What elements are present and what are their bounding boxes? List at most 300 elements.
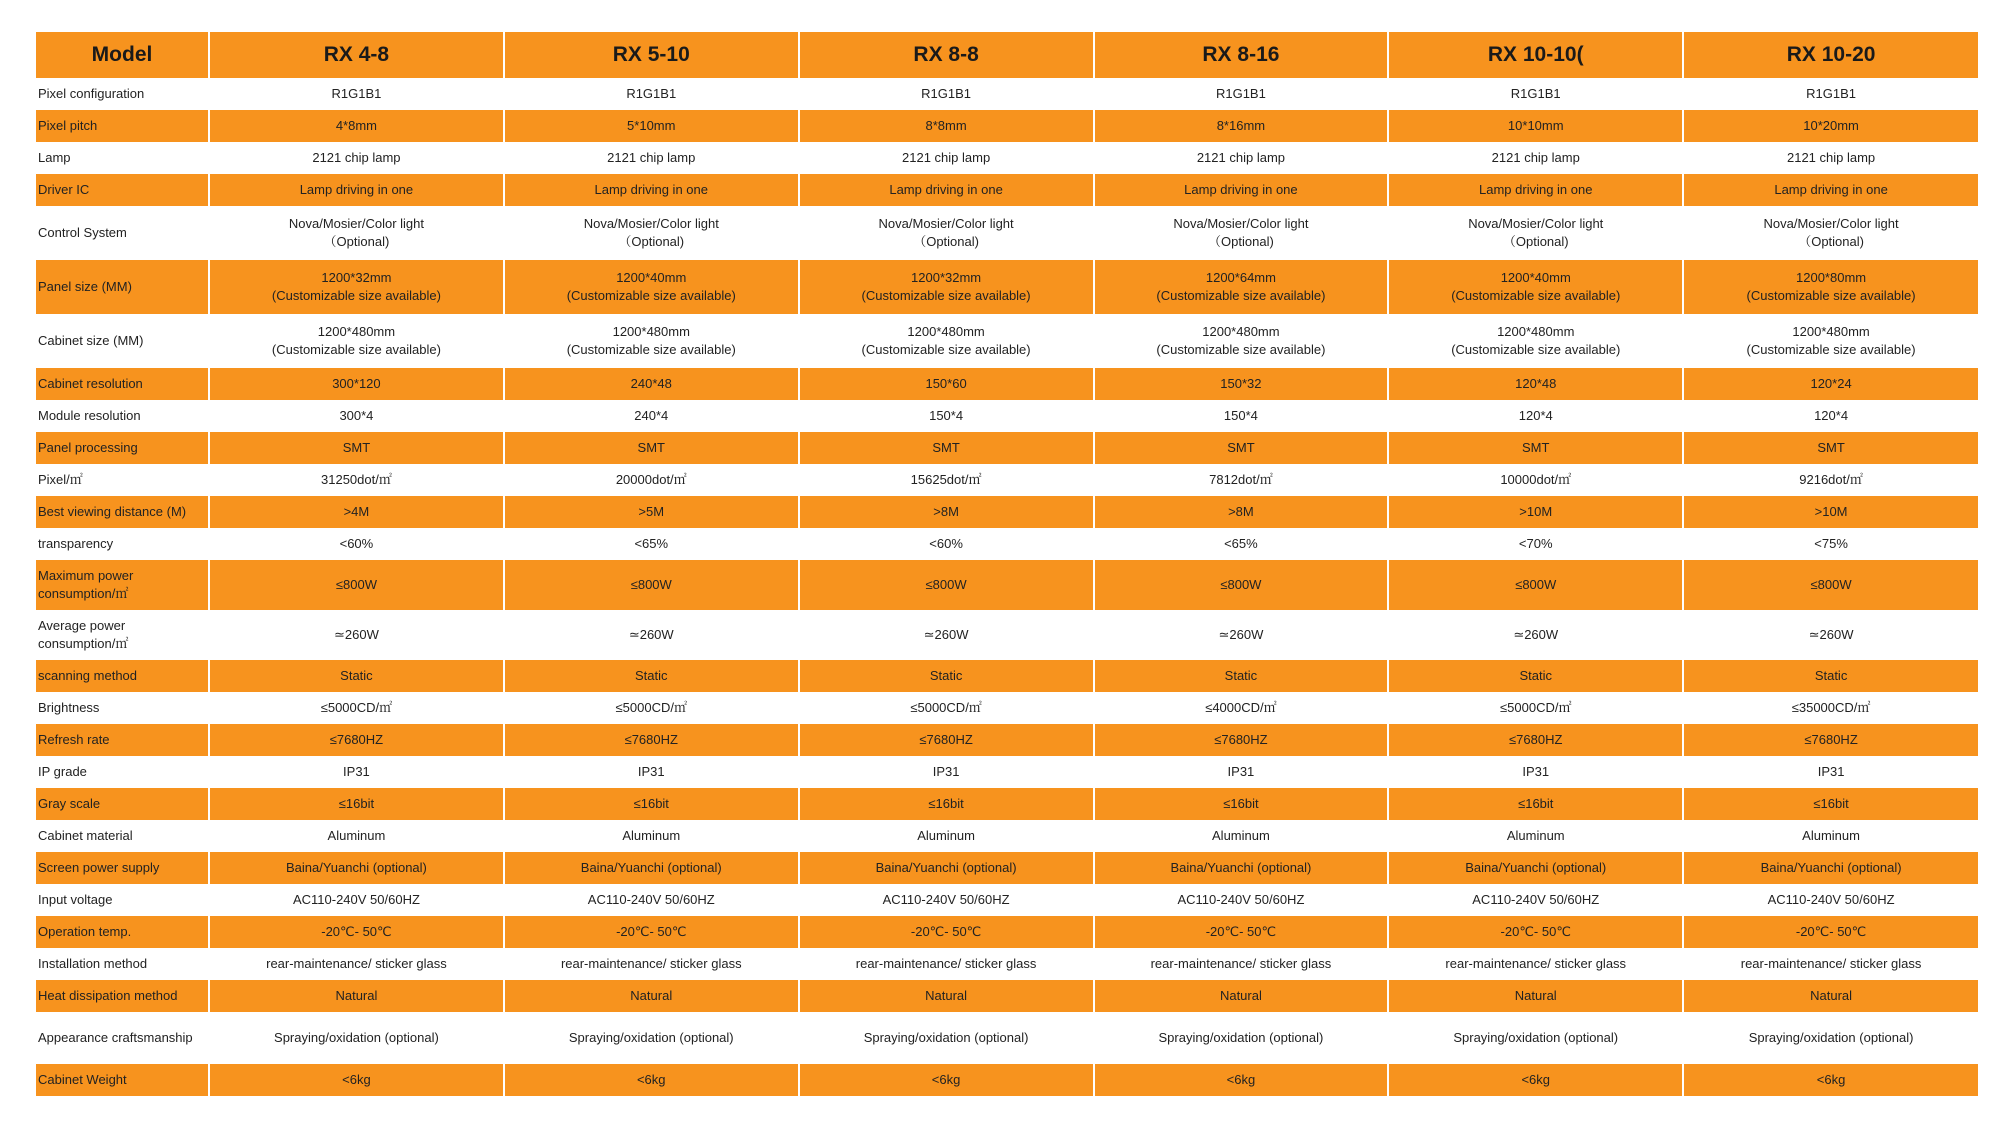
spec-value: ≃260W [923, 627, 969, 642]
spec-cell [1388, 432, 1683, 464]
spec-value-line2: (Customizable size available) [271, 342, 441, 357]
spec-cell [1094, 1064, 1389, 1096]
spec-cell [1683, 260, 1978, 314]
spec-value: Aluminum [1506, 828, 1565, 843]
spec-value: -20℃- 50℃ [321, 924, 392, 939]
spec-value: Natural [925, 988, 968, 1003]
spec-value: AC110-240V 50/60HZ [1767, 892, 1895, 907]
spec-value-line2: (Customizable size available) [1451, 288, 1621, 303]
spec-cell [799, 884, 1094, 916]
spec-value: <65% [634, 536, 669, 551]
spec-value: SMT [932, 440, 960, 455]
spec-label [36, 260, 209, 314]
spec-value: R1G1B1 [626, 86, 677, 101]
spec-value: Lamp driving in one [1774, 182, 1888, 197]
spec-value: ≤7680HZ [1509, 732, 1563, 747]
spec-cell [1388, 528, 1683, 560]
spec-label [36, 692, 209, 724]
spec-cell [1683, 692, 1978, 724]
spec-cell [209, 110, 504, 142]
spec-row [36, 756, 1978, 788]
spec-value: ≤16bit [338, 796, 375, 811]
spec-value: 5*10mm [627, 118, 676, 133]
spec-value-line2: （Optional) [618, 234, 685, 249]
spec-value: R1G1B1 [1806, 86, 1857, 101]
spec-cell [504, 788, 799, 820]
spec-row [36, 142, 1978, 174]
spec-cell [1683, 206, 1978, 260]
spec-cell [504, 820, 799, 852]
spec-value: Aluminum [622, 828, 681, 843]
spec-label [36, 174, 209, 206]
spec-cell [209, 756, 504, 788]
spec-value: Natural [630, 988, 673, 1003]
spec-label [36, 400, 209, 432]
spec-value-line2: (Customizable size available) [1746, 342, 1916, 357]
spec-value: Baina/Yuanchi (optional) [1760, 860, 1902, 875]
spec-label [36, 78, 209, 110]
spec-label-text-line2: consumption/㎡ [38, 586, 129, 601]
spec-cell [209, 820, 504, 852]
spec-value: >8M [1228, 504, 1254, 519]
spec-value: 1200*480mm [907, 324, 985, 339]
spec-row [36, 852, 1978, 884]
spec-cell [1094, 820, 1389, 852]
spec-row [36, 980, 1978, 1012]
spec-cell [1683, 314, 1978, 368]
spec-cell [504, 432, 799, 464]
spec-cell [799, 1012, 1094, 1064]
spec-value: Nova/Mosier/Color light [1763, 216, 1899, 231]
spec-value: Lamp driving in one [594, 182, 708, 197]
header-row [36, 32, 1978, 78]
spec-label-text: Module resolution [38, 408, 141, 423]
spec-cell [1094, 110, 1389, 142]
spec-value: 9216dot/㎡ [1799, 472, 1863, 487]
spec-cell [504, 916, 799, 948]
spec-value-line2: (Customizable size available) [566, 288, 736, 303]
spec-value: 1200*480mm [1497, 324, 1575, 339]
spec-label [36, 948, 209, 980]
spec-cell [504, 400, 799, 432]
spec-cell [1388, 1012, 1683, 1064]
spec-value-line2: （Optional) [323, 234, 390, 249]
spec-value: ≃260W [1808, 627, 1854, 642]
spec-row [36, 260, 1978, 314]
spec-cell [799, 1064, 1094, 1096]
spec-value: 1200*32mm [911, 270, 982, 285]
spec-cell [209, 692, 504, 724]
spec-value: <75% [1814, 536, 1848, 551]
spec-label [36, 756, 209, 788]
spec-cell [504, 660, 799, 692]
spec-value: Aluminum [1802, 828, 1860, 843]
spec-cell [1683, 368, 1978, 400]
spec-value: Baina/Yuanchi (optional) [580, 860, 722, 875]
spec-row [36, 916, 1978, 948]
spec-value: ≤16bit [1813, 796, 1849, 811]
spec-label [36, 464, 209, 496]
spec-cell [209, 980, 504, 1012]
spec-cell [1094, 756, 1389, 788]
spec-value: Spraying/oxidation (optional) [1158, 1030, 1324, 1045]
spec-cell [209, 142, 504, 174]
spec-value: ≤800W [1220, 577, 1262, 592]
spec-value-line2: (Customizable size available) [1746, 288, 1916, 303]
spec-label-text: Panel size (MM) [38, 279, 132, 294]
spec-label [36, 496, 209, 528]
spec-row [36, 110, 1978, 142]
spec-value: <60% [929, 536, 963, 551]
spec-value: Nova/Mosier/Color light [288, 216, 424, 231]
spec-cell [1388, 756, 1683, 788]
spec-label-text: Refresh rate [38, 732, 110, 747]
spec-label-text-line2: consumption/㎡ [38, 636, 129, 651]
spec-cell [1094, 788, 1389, 820]
spec-cell [1388, 724, 1683, 756]
spec-cell [799, 110, 1094, 142]
spec-body [36, 78, 1978, 1096]
spec-cell [504, 528, 799, 560]
spec-cell [799, 660, 1094, 692]
spec-cell [504, 260, 799, 314]
spec-value: Spraying/oxidation (optional) [568, 1030, 734, 1045]
spec-cell [209, 1064, 504, 1096]
spec-value: ≤7680HZ [329, 732, 384, 747]
spec-row [36, 788, 1978, 820]
spec-value: Aluminum [327, 828, 386, 843]
spec-cell [1683, 788, 1978, 820]
spec-cell [504, 852, 799, 884]
spec-value: <70% [1518, 536, 1553, 551]
spec-value: >4M [343, 504, 370, 519]
spec-label-text: Control System [38, 225, 127, 240]
spec-cell [1094, 464, 1389, 496]
spec-cell [209, 206, 504, 260]
spec-label-text: Panel processing [38, 440, 138, 455]
spec-value: 240*4 [634, 408, 669, 423]
spec-cell [1683, 1064, 1978, 1096]
spec-cell [209, 260, 504, 314]
spec-value: 8*16mm [1216, 118, 1266, 133]
spec-value: Nova/Mosier/Color light [878, 216, 1014, 231]
spec-value: 1200*480mm [317, 324, 396, 339]
spec-value: rear-maintenance/ sticker glass [1445, 956, 1627, 971]
spec-value: Static [340, 668, 373, 683]
spec-table [36, 32, 1978, 1096]
spec-cell [1094, 174, 1389, 206]
spec-label [36, 916, 209, 948]
spec-label [36, 852, 209, 884]
spec-label-text: Screen power supply [38, 860, 160, 875]
spec-cell [504, 884, 799, 916]
spec-value: <60% [339, 536, 374, 551]
spec-cell [1094, 432, 1389, 464]
spec-value: 2121 chip lamp [607, 150, 696, 165]
spec-value: 1200*480mm [1202, 324, 1280, 339]
spec-value: SMT [342, 440, 371, 455]
spec-value: ≤7680HZ [1804, 732, 1858, 747]
spec-value: R1G1B1 [1215, 86, 1266, 101]
spec-cell [209, 314, 504, 368]
spec-row [36, 368, 1978, 400]
spec-value: rear-maintenance/ sticker glass [1150, 956, 1332, 971]
spec-cell [1388, 1064, 1683, 1096]
spec-value: Static [635, 668, 668, 683]
spec-cell [1094, 560, 1389, 610]
spec-value: Natural [335, 988, 378, 1003]
spec-label [36, 660, 209, 692]
spec-value: ≤800W [925, 577, 967, 592]
spec-cell [1094, 884, 1389, 916]
spec-cell [799, 142, 1094, 174]
spec-label-text: Gray scale [38, 796, 101, 811]
spec-cell [1094, 852, 1389, 884]
spec-cell [504, 980, 799, 1012]
spec-value: IP31 [932, 764, 960, 779]
spec-label-text: Cabinet material [38, 828, 133, 843]
spec-label [36, 1012, 209, 1064]
spec-value: 31250dot/㎡ [321, 472, 392, 487]
spec-value: Static [929, 668, 963, 683]
spec-value: -20℃- 50℃ [616, 924, 687, 939]
spec-row [36, 1064, 1978, 1096]
spec-value: Baina/Yuanchi (optional) [1170, 860, 1312, 875]
spec-cell [799, 852, 1094, 884]
spec-value: Spraying/oxidation (optional) [1748, 1030, 1914, 1045]
spec-label [36, 110, 209, 142]
spec-value: IP31 [637, 764, 665, 779]
spec-cell [1094, 260, 1389, 314]
spec-value: 4*8mm [335, 118, 378, 133]
model-header-label: Model [36, 32, 209, 78]
spec-label [36, 314, 209, 368]
spec-cell [209, 78, 504, 110]
spec-cell [799, 400, 1094, 432]
spec-cell [1683, 916, 1978, 948]
spec-value: 1200*32mm [321, 270, 392, 285]
spec-label-text: transparency [38, 536, 114, 551]
spec-label-text: IP grade [38, 764, 87, 779]
spec-value: ≃260W [628, 627, 674, 642]
spec-cell [799, 206, 1094, 260]
spec-value: ≤800W [1810, 577, 1852, 592]
spec-row [36, 660, 1978, 692]
model-header: RX 10-20 [1683, 32, 1978, 78]
spec-label-text: Input voltage [38, 892, 113, 907]
spec-value: -20℃- 50℃ [1795, 924, 1867, 939]
spec-value: 10*10mm [1507, 118, 1564, 133]
spec-cell [799, 560, 1094, 610]
spec-value: Aluminum [917, 828, 975, 843]
model-header: RX 10-10( [1388, 32, 1683, 78]
spec-cell [1683, 560, 1978, 610]
spec-label [36, 724, 209, 756]
spec-cell [799, 496, 1094, 528]
spec-value: 10000dot/㎡ [1500, 472, 1572, 487]
spec-cell [1388, 884, 1683, 916]
spec-value: 150*32 [1220, 376, 1262, 391]
spec-value: 1200*64mm [1205, 270, 1276, 285]
spec-value: R1G1B1 [1510, 86, 1561, 101]
spec-value-line2: （Optional) [913, 234, 979, 249]
spec-row [36, 78, 1978, 110]
spec-value: <6kg [636, 1072, 666, 1087]
spec-value: 120*4 [1518, 408, 1553, 423]
spec-cell [209, 496, 504, 528]
spec-cell [799, 174, 1094, 206]
spec-cell [1683, 400, 1978, 432]
spec-row [36, 314, 1978, 368]
spec-cell [799, 610, 1094, 660]
spec-cell [799, 78, 1094, 110]
spec-cell [504, 464, 799, 496]
spec-value: ≤5000CD/㎡ [615, 700, 687, 715]
spec-value: IP31 [1817, 764, 1845, 779]
spec-value: <6kg [1226, 1072, 1256, 1087]
spec-value: R1G1B1 [331, 86, 382, 101]
spec-value: Lamp driving in one [889, 182, 1003, 197]
spec-cell [504, 110, 799, 142]
spec-cell [1683, 852, 1978, 884]
spec-label-text: scanning method [38, 668, 138, 683]
spec-value: ≃260W [1513, 627, 1559, 642]
spec-cell [1683, 1012, 1978, 1064]
spec-value: 10*20mm [1803, 118, 1859, 133]
spec-cell [799, 368, 1094, 400]
spec-value: ≤7680HZ [919, 732, 973, 747]
spec-cell [1388, 464, 1683, 496]
spec-cell [1094, 724, 1389, 756]
spec-cell [209, 788, 504, 820]
spec-value: ≤5000CD/㎡ [910, 700, 982, 715]
spec-value: IP31 [1227, 764, 1255, 779]
spec-value: R1G1B1 [921, 86, 972, 101]
spec-value: 2121 chip lamp [1196, 150, 1285, 165]
spec-value: ≤800W [335, 577, 377, 592]
spec-value: ≤16bit [928, 796, 964, 811]
spec-cell [1683, 884, 1978, 916]
spec-value: 150*4 [929, 408, 964, 423]
spec-cell [504, 756, 799, 788]
spec-cell [1683, 432, 1978, 464]
spec-row [36, 948, 1978, 980]
spec-label-text: Operation temp. [38, 924, 132, 939]
spec-value: 2121 chip lamp [902, 150, 991, 165]
spec-cell [1388, 788, 1683, 820]
spec-cell [1683, 78, 1978, 110]
spec-cell [1683, 724, 1978, 756]
spec-value-line2: (Customizable size available) [1156, 342, 1326, 357]
spec-cell [799, 314, 1094, 368]
spec-value: AC110-240V 50/60HZ [587, 892, 715, 907]
spec-value-line2: (Customizable size available) [1451, 342, 1621, 357]
spec-value: IP31 [1522, 764, 1550, 779]
spec-cell [799, 432, 1094, 464]
spec-value: 2121 chip lamp [1786, 150, 1876, 165]
spec-value: AC110-240V 50/60HZ [882, 892, 1010, 907]
spec-value: 150*60 [925, 376, 967, 391]
spec-label-text: Best viewing distance (M) [38, 504, 187, 519]
model-header: RX 8-8 [799, 32, 1094, 78]
spec-label-text: Heat dissipation method [38, 988, 178, 1003]
spec-cell [504, 724, 799, 756]
spec-value-line2: (Customizable size available) [566, 342, 736, 357]
spec-label-text: Pixel/㎡ [38, 472, 83, 487]
spec-value: 1200*80mm [1796, 270, 1867, 285]
spec-value: 300*120 [332, 376, 381, 391]
spec-cell [504, 368, 799, 400]
spec-value-line2: （Optional) [1798, 234, 1864, 249]
spec-cell [209, 400, 504, 432]
spec-value: Static [1224, 668, 1258, 683]
model-header: RX 4-8 [209, 32, 504, 78]
spec-value: 120*4 [1814, 408, 1849, 423]
spec-cell [504, 610, 799, 660]
spec-cell [504, 560, 799, 610]
spec-value: 1200*40mm [616, 270, 687, 285]
spec-value: Lamp driving in one [299, 182, 414, 197]
spec-row [36, 432, 1978, 464]
spec-value: rear-maintenance/ sticker glass [266, 956, 447, 971]
spec-cell [799, 948, 1094, 980]
spec-value: Spraying/oxidation (optional) [274, 1030, 439, 1045]
spec-value-line2: （Optional) [1502, 234, 1569, 249]
spec-label-text: Cabinet resolution [38, 376, 143, 391]
spec-value: ≤800W [630, 577, 672, 592]
spec-cell [209, 368, 504, 400]
spec-cell [209, 432, 504, 464]
spec-cell [1683, 464, 1978, 496]
spec-cell [799, 980, 1094, 1012]
spec-value: ≤16bit [1223, 796, 1259, 811]
spec-value: >8M [933, 504, 959, 519]
spec-value: ≤16bit [1518, 796, 1554, 811]
spec-value: Baina/Yuanchi (optional) [875, 860, 1017, 875]
spec-cell [209, 916, 504, 948]
spec-cell [1683, 980, 1978, 1012]
spec-value: Baina/Yuanchi (optional) [285, 860, 427, 875]
spec-cell [1388, 852, 1683, 884]
spec-value: 20000dot/㎡ [615, 472, 687, 487]
spec-value: <6kg [931, 1072, 961, 1087]
spec-cell [1094, 206, 1389, 260]
spec-cell [504, 314, 799, 368]
spec-cell [1388, 260, 1683, 314]
spec-cell [1683, 110, 1978, 142]
spec-label-text: Lamp [38, 150, 71, 165]
spec-value: Nova/Mosier/Color light [1468, 216, 1604, 231]
spec-label [36, 206, 209, 260]
spec-cell [799, 528, 1094, 560]
spec-cell [799, 692, 1094, 724]
spec-cell [1388, 496, 1683, 528]
spec-cell [504, 142, 799, 174]
spec-label [36, 1064, 209, 1096]
spec-label [36, 528, 209, 560]
spec-value: Lamp driving in one [1184, 182, 1298, 197]
spec-cell [504, 948, 799, 980]
spec-cell [1094, 1012, 1389, 1064]
spec-value: 2121 chip lamp [312, 150, 401, 165]
spec-value: ≤5000CD/㎡ [1500, 700, 1572, 715]
spec-value: Baina/Yuanchi (optional) [1465, 860, 1607, 875]
spec-cell [1388, 692, 1683, 724]
spec-cell [209, 560, 504, 610]
spec-value: Natural [1219, 988, 1262, 1003]
spec-value: SMT [1522, 440, 1550, 455]
spec-row [36, 206, 1978, 260]
